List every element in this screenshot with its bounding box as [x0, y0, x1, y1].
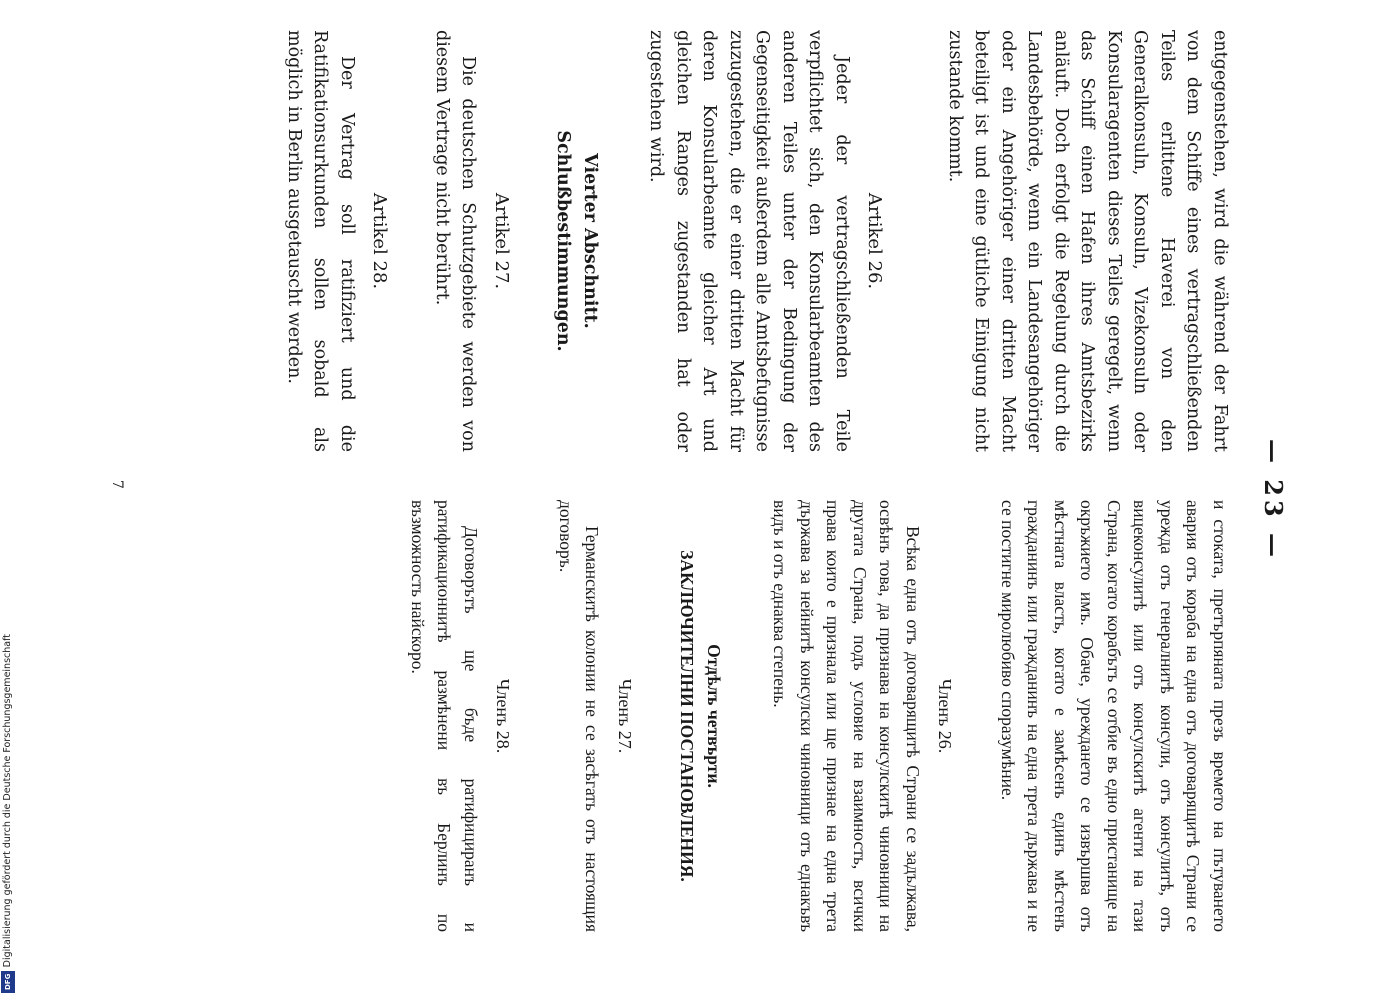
german-article-27-title: Artikel 27. — [491, 192, 512, 290]
bulgarian-article-26-text: Всѣка една отъ договарящитѣ Страни се задължава, освѣнъ това, да признава на консулскитѣ чиновници на другата Страна, подъ условие на взаимность, всички права които е признала или ще признае на една трета държава за нейнитѣ консулски чиновници отъ еднакъвъ видъ и отъ еднаква степень. — [770, 500, 923, 932]
bulgarian-section-title: Отдѣлъ четвърти. — [704, 644, 724, 788]
german-article-27-text: Die deutschen Schutzgebiete werden von diesem Vertrage nicht berührt. — [432, 30, 479, 452]
german-section-subtitle: Schlußbestimmungen. — [553, 130, 574, 352]
german-article-28-title: Artikel 28. — [369, 192, 391, 290]
page-number: — 23 — — [1259, 438, 1288, 562]
digitization-credit — [1, 600, 15, 995]
bulgarian-article-28-text: Договорътъ ще бъде ратифициранъ и ратификационнитѣ размѣнени въ Берлинъ по възможность найскоро. — [408, 500, 481, 932]
bulgarian-column — [405, 500, 1234, 932]
bulgarian-article-27-title: Членъ 27. — [615, 678, 635, 754]
digitization-credit-text: Digitalisierung gefördert durch die Deutsche Forschungsgemeinschaft — [2, 633, 13, 967]
german-column — [281, 30, 1234, 452]
dfg-logo-icon: DFG — [1, 971, 15, 993]
german-article-26-text: Jeder der vertragschließenden Teile verpflichtet sich, den Konsularbeamten des anderen Teiles unter der Bedingung der Gegenseitigkeit außerdem alle Amtsbefugnisse zuzugestehen, die er einer dritten Macht für deren Konsularbeamte gleicher Art und gleichen Ranges zugestanden hat oder zugestehen wird. — [646, 30, 852, 452]
bulgarian-section-subtitle: ЗАКЛЮЧИТЕЛНИ ПОСТАНОВЛЕНИЯ. — [677, 550, 698, 882]
german-article-26-title: Artikel 26. — [864, 192, 886, 290]
footer-number: 7 — [109, 480, 125, 489]
bulgarian-article-26-title: Членъ 26. — [935, 678, 956, 754]
german-article-28-text: Der Vertrag soll ratifiziert und die Ratifikationsurkunden sollen sobald als möglich in Berlin ausgetauscht werden. — [284, 30, 357, 452]
bulgarian-article-27-text: Германскитѣ колонии не се засѣгать отъ настоящия договоръ. — [556, 500, 603, 932]
bulgarian-article-28-title: Членъ 28. — [493, 678, 514, 754]
german-section-title: Vierter Abschnitt. — [580, 153, 600, 329]
bulgarian-intro-paragraph: и стоката, претърпяната презъ времето на пътуването авария отъ кораба на една отъ договарящитѣ Страни се урежда отъ генералнитѣ консули, отъ консулитѣ, отъ вицеконсулитѣ или отъ консулскитѣ агенти на тази Страна, когато корабътъ се отбие въ едно пристанище на окръжието имъ. Обаче, уреждането се извършва отъ мѣстната власть, когато е замѣсенъ единъ мѣстенъ гражданинъ или гражданинъ на една трета държава и не се постигне миролюбиво споразумѣние. — [998, 500, 1230, 932]
german-intro-paragraph: entgegenstehen, wird die während der Fahrt von dem Schiffe eines vertragschließenden Teiles erlittene Haverei von den Generalkonsuln, Konsuln, Vizekonsuln oder Konsularagenten dieses Teiles geregelt, wenn das Schiff einen Hafen ihres Amtsbezirks anläuft. Doch erfolgt die Regelung durch die Landesbehörde, wenn ein Landesangehöriger oder ein Angehöriger einer dritten Macht beteiligt ist und eine gütliche Einigung nicht zustande kommt. — [945, 30, 1230, 452]
